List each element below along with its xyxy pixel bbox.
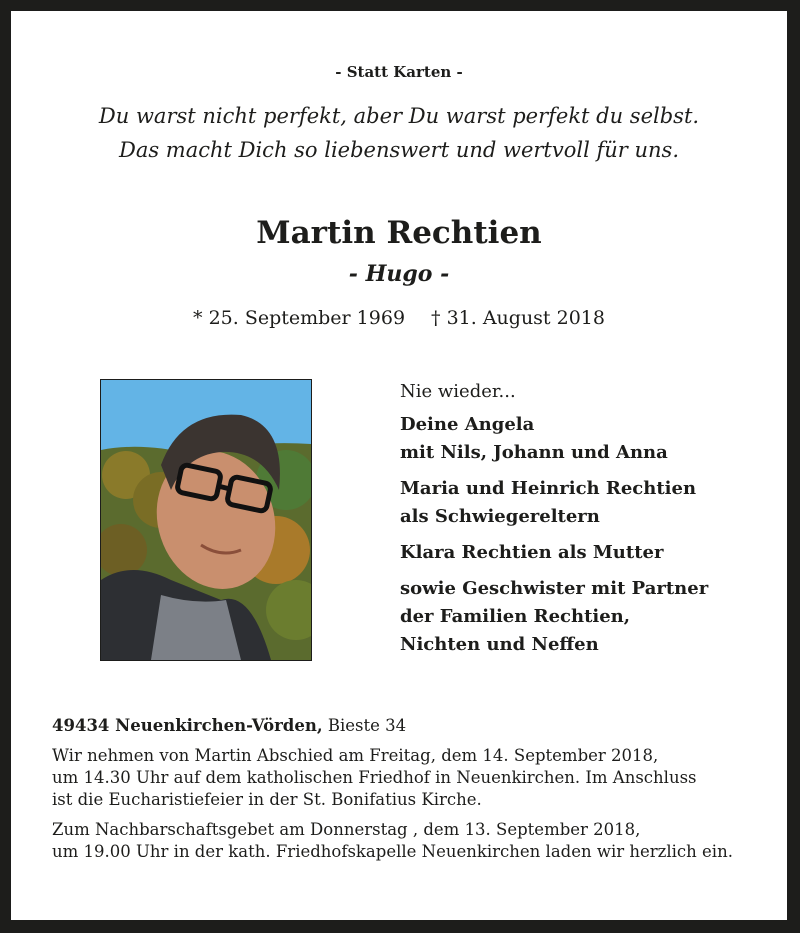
mourner-group: [400, 475, 780, 531]
mourner-group: [400, 539, 780, 567]
funeral-details: [52, 715, 772, 871]
deceased-name: Martin Rechtien: [256, 215, 542, 251]
mourner-line: Nichten und Neffen: [400, 634, 599, 655]
death-date: † 31. August 2018: [431, 307, 605, 329]
portrait-illustration: [101, 380, 311, 660]
funeral-line: ist die Eucharistiefeier in der St. Bonifatius Kirche.: [52, 790, 482, 809]
portrait-photo: [100, 379, 312, 661]
prayer-line: um 19.00 Uhr in der kath. Friedhofskapelle Neuenkirchen laden wir herzlich ein.: [52, 842, 733, 861]
mourner-group: [400, 411, 780, 467]
family-address: [52, 715, 772, 737]
memorial-quote: [11, 99, 787, 167]
obituary-notice: [11, 11, 787, 920]
funeral-announcement: [52, 745, 772, 811]
birth-date: * 25. September 1969: [193, 307, 406, 329]
quote-line-1: Du warst nicht perfekt, aber Du warst perfekt du selbst.: [98, 104, 700, 128]
mourner-line: der Familien Rechtien,: [400, 606, 631, 627]
life-dates: [11, 307, 787, 329]
funeral-line: um 14.30 Uhr auf dem katholischen Friedhof in Neuenkirchen. Im Anschluss: [52, 768, 697, 787]
mourner-line: Maria und Heinrich Rechtien: [400, 478, 697, 499]
quote-line-2: Das macht Dich so liebenswert und wertvoll für uns.: [118, 138, 680, 162]
header-note: - Statt Karten -: [335, 63, 463, 81]
address-city: 49434 Neuenkirchen-Vörden,: [52, 716, 323, 735]
mourner-line: mit Nils, Johann und Anna: [400, 442, 668, 463]
mourner-line: Klara Rechtien als Mutter: [400, 542, 664, 563]
mourner-line: Deine Angela: [400, 414, 535, 435]
mourner-group: [400, 575, 780, 659]
prayer-announcement: [52, 819, 772, 863]
deceased-nickname: - Hugo -: [348, 261, 450, 287]
mourners-intro: Nie wieder...: [400, 381, 516, 402]
address-street: Bieste 34: [327, 716, 407, 735]
funeral-line: Wir nehmen von Martin Abschied am Freitag, dem 14. September 2018,: [52, 746, 659, 765]
prayer-line: Zum Nachbarschaftsgebet am Donnerstag , dem 13. September 2018,: [52, 820, 641, 839]
mourners-list: [400, 379, 780, 667]
mourner-line: sowie Geschwister mit Partner: [400, 578, 709, 599]
mourner-line: als Schwiegereltern: [400, 506, 600, 527]
